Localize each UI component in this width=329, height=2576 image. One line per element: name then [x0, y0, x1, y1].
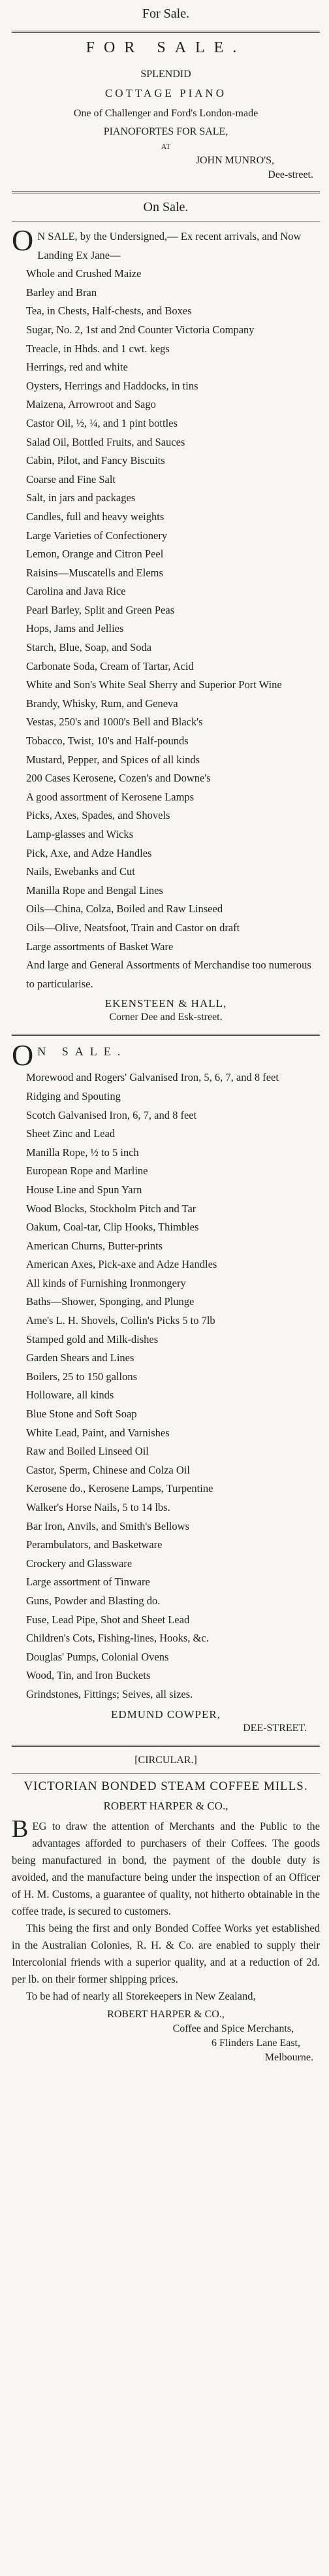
list-item: Grindstones, Fittings; Seives, all sizes.	[26, 1687, 193, 1700]
list-item: Guns, Powder and Blasting do.	[26, 1594, 161, 1607]
list-item: Boilers, 25 to 150 gallons	[26, 1370, 138, 1383]
at-label: AT	[161, 142, 171, 151]
ad-section-header: On Sale.	[143, 200, 189, 214]
list-item: Perambulators, and Basketware	[26, 1538, 163, 1551]
list-item: Sheet Zinc and Lead	[26, 1127, 116, 1140]
list-item: Oakum, Coal-tar, Clip Hooks, Thimbles	[26, 1221, 199, 1234]
divider	[12, 1034, 320, 1036]
list-item: Vestas, 250's and 1000's Bell and Black's	[26, 716, 203, 729]
circular-tag: [CIRCULAR.]	[134, 1754, 197, 1766]
sale2-intro-text: N SALE, by the Undersigned,— Ex recent arrivals, and Now Landing Ex Jane—	[37, 230, 302, 261]
list-item: Tobacco, Twist, 10's and Half-pounds	[26, 735, 189, 748]
circular-para2: This being the first and only Bonded Coffee Works yet established in the Australian Colonies, R. H. & Co. are enabled to supply their Intercolonial friends with a superior quality, and at a reduction of 2d. per lb. on their former shipping prices.	[12, 1921, 320, 1985]
sale3-on-sale: N SALE.	[37, 1045, 127, 1059]
list-item: Raw and Boiled Linseed Oil	[26, 1445, 149, 1458]
list-item: Tea, in Chests, Half-chests, and Boxes	[26, 305, 192, 318]
circular-firm: ROBERT HARPER & CO.,	[103, 1799, 228, 1812]
list-item: Starch, Blue, Soap, and Soda	[26, 641, 152, 654]
list-item: Herrings, red and white	[26, 361, 128, 374]
list-item: Fuse, Lead Pipe, Shot and Sheet Lead	[26, 1613, 190, 1626]
ad-section-header: For Sale.	[142, 7, 190, 21]
piano-title: COTTAGE PIANO	[104, 87, 227, 99]
list-item: Nails, Ewebanks and Cut	[26, 865, 135, 878]
list-item: Candles, full and heavy weights	[26, 510, 164, 523]
piano-line2: PIANOFORTES FOR SALE,	[103, 126, 228, 137]
list-item: Lamp-glasses and Wicks	[26, 828, 133, 840]
divider	[12, 1745, 320, 1747]
for-sale-heading: FOR SALE.	[86, 39, 246, 56]
list-item: American Axes, Pick-axe and Adze Handles	[26, 1258, 217, 1271]
list-item: Pick, Axe, and Adze Handles	[26, 846, 152, 859]
list-item: Raisins—Muscatells and Elems	[26, 566, 163, 579]
list-item: American Churns, Butter-prints	[26, 1239, 163, 1252]
circular-sig3: 6 Flinders Lane East,	[212, 2037, 300, 2049]
list-item: House Line and Spun Yarn	[26, 1183, 142, 1196]
list-item: Carolina and Java Rice	[26, 585, 126, 598]
dropcap-o: O	[12, 227, 34, 257]
list-item: Brandy, Whisky, Rum, and Geneva	[26, 697, 178, 710]
list-item: Large assortments of Basket Ware	[26, 940, 174, 953]
list-item: Manilla Rope and Bengal Lines	[26, 883, 163, 897]
sale2-signature: EKENSTEEN & HALL,	[104, 997, 227, 1010]
list-item: Children's Cots, Fishing-lines, Hooks, &c.	[26, 1632, 209, 1645]
list-item: Salad Oil, Bottled Fruits, and Sauces	[26, 435, 185, 448]
sale3-address: DEE-STREET.	[243, 1722, 307, 1734]
divider	[12, 191, 320, 193]
circular-title: VICTORIAN BONDED STEAM COFFEE MILLS.	[24, 1779, 308, 1793]
circular-sig1: ROBERT HARPER & CO.,	[107, 2008, 225, 2020]
list-item: Crockery and Glassware	[26, 1557, 133, 1570]
list-item: Oils—Olive, Neatsfoot, Train and Castor on draft	[26, 921, 240, 934]
piano-line1: One of Challenger and Ford's London-made	[73, 108, 258, 119]
list-item: Large Varieties of Confectionery	[26, 529, 168, 542]
seller-name: JOHN MUNRO'S,	[195, 155, 274, 166]
splendid-label: SPLENDID	[140, 69, 191, 80]
sale3-intro	[12, 1042, 320, 1068]
list-item: Douglas' Pumps, Colonial Ovens	[26, 1650, 169, 1663]
list-item: Wood Blocks, Stockholm Pitch and Tar	[26, 1202, 196, 1215]
list-item: And large and General Assortments of Merchandise too numerous to particularise.	[26, 959, 311, 990]
list-item: Picks, Axes, Spades, and Shovels	[26, 809, 170, 822]
dropcap-o: O	[12, 1042, 34, 1069]
list-item: Ridging and Spouting	[26, 1089, 121, 1102]
list-item: Walker's Horse Nails, 5 to 14 lbs.	[26, 1501, 170, 1513]
list-item: Stamped gold and Milk-dishes	[26, 1332, 159, 1346]
list-item: Whole and Crushed Maize	[26, 267, 142, 280]
list-item: Baths—Shower, Sponging, and Plunge	[26, 1295, 195, 1308]
list-item: All kinds of Furnishing Ironmongery	[26, 1276, 186, 1289]
dropcap-b: B	[12, 1817, 29, 1843]
circular-sig2: Coffee and Spice Merchants,	[172, 2023, 294, 2034]
seller-address: Dee-street.	[268, 169, 313, 180]
list-item: Bar Iron, Anvils, and Smith's Bellows	[26, 1519, 190, 1532]
sale3-item-list	[12, 1068, 320, 1704]
list-item: Scotch Galvanised Iron, 6, 7, and 8 feet	[26, 1108, 197, 1121]
list-item: Cabin, Pilot, and Fancy Biscuits	[26, 454, 165, 467]
list-item: Oils—China, Colza, Boiled and Raw Linseed	[26, 902, 223, 916]
list-item: Wood, Tin, and Iron Buckets	[26, 1669, 151, 1682]
list-item: Lemon, Orange and Citron Peel	[26, 548, 164, 561]
circular-para1	[12, 1818, 320, 1920]
list-item: Castor, Sperm, Chinese and Colza Oil	[26, 1463, 190, 1476]
divider	[12, 1773, 320, 1774]
list-item: Ame's L. H. Shovels, Collin's Picks 5 to 7lb	[26, 1314, 215, 1327]
circular-para3: To be had of nearly all Storekeepers in New Zealand,	[26, 1989, 256, 2002]
sale3-signature: EDMUND COWPER,	[111, 1708, 221, 1721]
list-item: Salt, in jars and packages	[26, 491, 136, 504]
list-item: Oysters, Herrings and Haddocks, in tins	[26, 379, 198, 392]
list-item: Holloware, all kinds	[26, 1389, 114, 1402]
list-item: Barley and Bran	[26, 286, 97, 299]
list-item: 200 Cases Kerosene, Cozen's and Downe's	[26, 772, 211, 785]
list-item: Pearl Barley, Split and Green Peas	[26, 603, 175, 616]
list-item: Manilla Rope, ½ to 5 inch	[26, 1146, 139, 1159]
circular-para1-text: EG to draw the attention of Merchants and the Public to the advantages afforded to purchasers of their Coffees. The goods being manufactured in bond, the payment of the double duty is avoided, and the manufacture being under the inspection of an Officer of H. M. Customs, a guarantee of quality, not hitherto obtainable in the coffee trade, is secured to customers.	[12, 1819, 320, 1917]
list-item: Treacle, in Hhds. and 1 cwt. kegs	[26, 342, 170, 355]
sale2-address: Corner Dee and Esk-street.	[109, 1012, 223, 1023]
list-item: Blue Stone and Soft Soap	[26, 1408, 137, 1421]
list-item: White Lead, Paint, and Varnishes	[26, 1426, 170, 1439]
sale2-item-list	[12, 265, 320, 993]
list-item: European Rope and Marline	[26, 1164, 148, 1178]
list-item: Morewood and Rogers' Galvanised Iron, 5, 6, 7, and 8 feet	[26, 1071, 279, 1084]
sale2-intro	[12, 227, 320, 265]
list-item: A good assortment of Kerosene Lamps	[26, 790, 195, 803]
list-item: Mustard, Pepper, and Spices of all kinds	[26, 753, 200, 766]
list-item: Coarse and Fine Salt	[26, 472, 116, 486]
list-item: Castor Oil, ½, ¼, and 1 pint bottles	[26, 416, 178, 429]
list-item: Large assortment of Tinware	[26, 1576, 150, 1589]
list-item: Garden Shears and Lines	[26, 1351, 134, 1364]
divider	[12, 31, 320, 33]
list-item: Carbonate Soda, Cream of Tartar, Acid	[26, 659, 194, 672]
list-item: Sugar, No. 2, 1st and 2nd Counter Victoria Company	[26, 323, 255, 336]
list-item: Kerosene do., Kerosene Lamps, Turpentine	[26, 1482, 213, 1495]
list-item: Hops, Jams and Jellies	[26, 622, 124, 635]
list-item: Maizena, Arrowroot and Sago	[26, 398, 156, 411]
circular-sig4: Melbourne.	[264, 2051, 313, 2063]
list-item: White and Son's White Seal Sherry and Superior Port Wine	[26, 678, 282, 691]
